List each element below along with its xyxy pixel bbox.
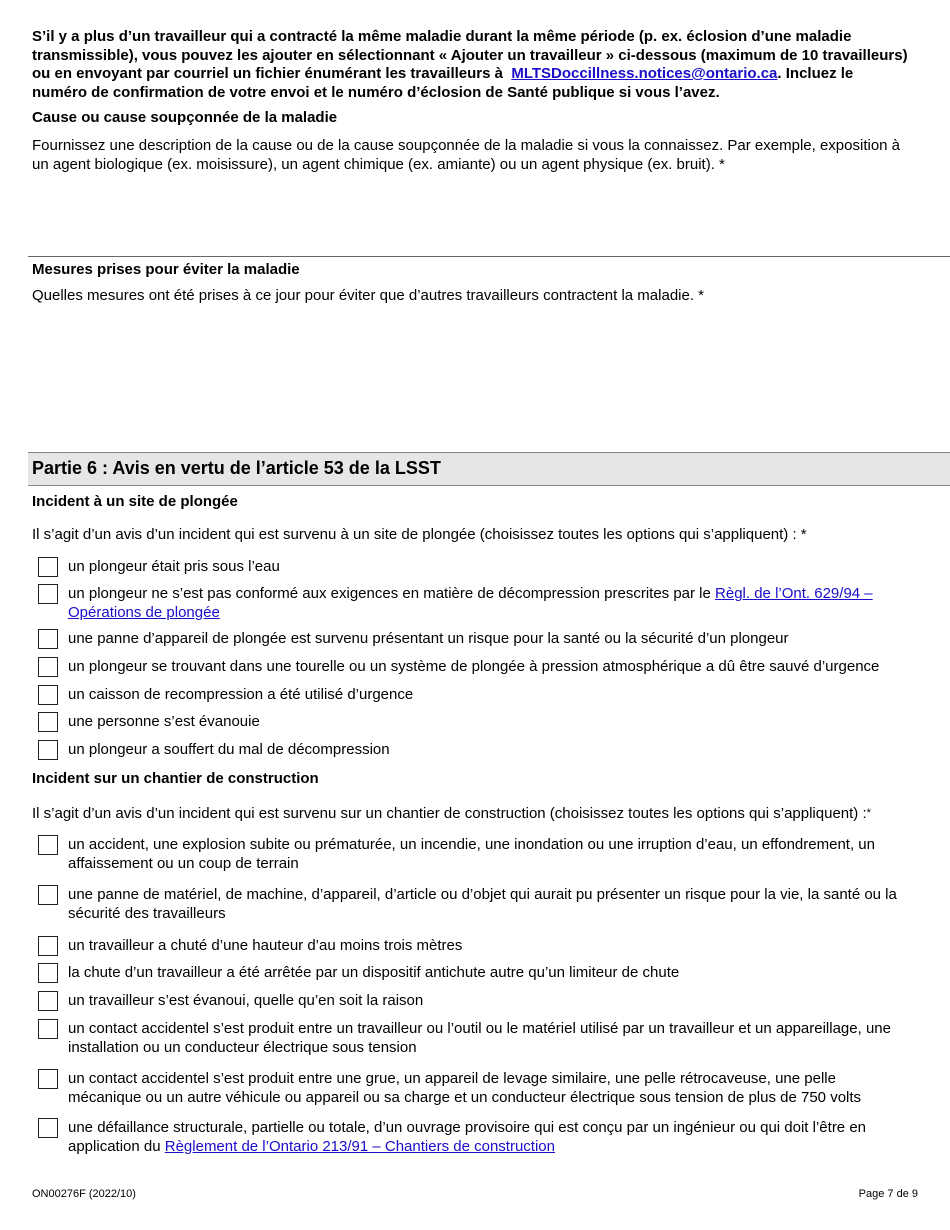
checkbox[interactable] [38, 963, 58, 983]
option-label: un plongeur a souffert du mal de décompression [68, 741, 390, 758]
option-label: un travailleur a chuté d’une hauteur d’au moins trois mètres [68, 937, 463, 954]
option-label: un contact accidentel s’est produit entre un travailleur ou l’outil ou le matériel utilisé par un travailleur et un appareillage, une installation ou un conducteur électrique sous tension [68, 1020, 891, 1056]
measures-input[interactable] [28, 310, 950, 445]
checkbox[interactable] [38, 685, 58, 705]
email-link[interactable]: MLTSDoccillness.notices@ontario.ca [511, 65, 778, 82]
page-number: Page 7 de 9 [858, 1188, 918, 1200]
option-label: la chute d’un travailleur a été arrêtée par un dispositif antichute autre qu’un limiteur de chute [68, 964, 680, 981]
checkbox[interactable] [38, 712, 58, 732]
diving-heading: Incident à un site de plongée [32, 493, 238, 510]
regulation-link[interactable]: Règl. de l’Ont. 629/94 – Opérations de plongée [68, 585, 873, 621]
option-label: une panne d’appareil de plongée est survenu présentant un risque pour la santé ou la sécurité d’un plongeur [68, 630, 789, 647]
option-label: un plongeur ne s’est pas conformé aux exigences en matière de décompression prescrites par le Règl. de l’Ont. 629/94 – Opérations de plongée [68, 585, 873, 621]
divider [28, 256, 950, 257]
checkbox[interactable] [38, 584, 58, 604]
checkbox[interactable] [38, 1019, 58, 1039]
checkbox[interactable] [38, 629, 58, 649]
option-label: une panne de matériel, de machine, d’appareil, d’article ou d’objet qui aurait pu présenter un risque pour la vie, la santé ou la sécurité des travailleurs [68, 886, 897, 922]
checkbox[interactable] [38, 936, 58, 956]
checkbox[interactable] [38, 740, 58, 760]
measures-heading: Mesures prises pour éviter la maladie [32, 261, 300, 278]
construction-heading: Incident sur un chantier de construction [32, 770, 319, 787]
checkbox[interactable] [38, 1069, 58, 1089]
checkbox[interactable] [38, 885, 58, 905]
intro-text: S’il y a plus d’un travailleur qui a contracté la même maladie durant la même période (p. ex. éclosion d’une maladie transmissible), vous pouvez les ajouter en sélectionnant « Ajouter un travailleur » ci-dessous (maximum de 10 travailleurs) ou en envoyant par courriel un fichier énumérant les travailleurs à [32, 28, 908, 82]
checkbox[interactable] [38, 557, 58, 577]
option-label: un caisson de recompression a été utilisé d’urgence [68, 686, 414, 703]
measures-description: Quelles mesures ont été prises à ce jour pour éviter que d’autres travailleurs contractent la maladie. * [32, 287, 705, 304]
cause-heading: Cause ou cause soupçonnée de la maladie [32, 109, 338, 126]
option-label: un plongeur était pris sous l’eau [68, 558, 280, 575]
diving-prompt: Il s’agit d’un avis d’un incident qui est survenu à un site de plongée (choisissez toutes les options qui s’appliquent) : * [32, 526, 807, 543]
regulation-link[interactable]: Règlement de l’Ontario 213/91 – Chantiers de construction [164, 1138, 555, 1155]
option-label: un travailleur s’est évanoui, quelle qu’en soit la raison [68, 992, 424, 1009]
checkbox[interactable] [38, 991, 58, 1011]
option-label: une défaillance structurale, partielle ou totale, d’un ouvrage provisoire qui est conçu par un ingénieur ou qui doit l’être en application du Règlement de l’Ontario 213/91 – Chantiers de construction [68, 1119, 867, 1155]
option-label: un accident, une explosion subite ou prématurée, un incendie, une inondation ou une irruption d’eau, un effondrement, un affaissement ou un coup de terrain [68, 836, 875, 872]
option-label: une personne s’est évanouie [68, 713, 260, 730]
cause-description: Fournissez une description de la cause ou de la cause soupçonnée de la maladie si vous la connaissez. Par exemple, exposition à un agent biologique (ex. moisissure), un agent chimique (ex. amiante) ou un agent physique (ex. bruit). * [32, 137, 901, 173]
checkbox[interactable] [38, 835, 58, 855]
checkbox[interactable] [38, 657, 58, 677]
multiple-workers-instructions [32, 28, 912, 102]
checkbox[interactable] [38, 1118, 58, 1138]
option-label: un plongeur se trouvant dans une tourelle ou un système de plongée à pression atmosphérique a dû être sauvé d’urgence [68, 658, 880, 675]
construction-prompt: Il s’agit d’un avis d’un incident qui est survenu sur un chantier de construction (choisissez toutes les options qui s’appliquent) :* [32, 805, 871, 822]
part6-title: Partie 6 : Avis en vertu de l’article 53 de la LSST [32, 458, 441, 478]
option-label: un contact accidentel s’est produit entre une grue, un appareil de levage similaire, une pelle rétrocaveuse, une pelle mécanique ou un autre véhicule ou appareil ou sa charge et un conducteur électrique sous tension de plus de 750 volts [68, 1070, 862, 1106]
cause-input[interactable] [28, 185, 950, 255]
intro-text-after: . Incluez le numéro de confirmation de votre envoi et le numéro d’éclosion de Santé publique si vous l’avez. [32, 65, 854, 101]
form-code: ON00276F (2022/10) [32, 1188, 136, 1200]
